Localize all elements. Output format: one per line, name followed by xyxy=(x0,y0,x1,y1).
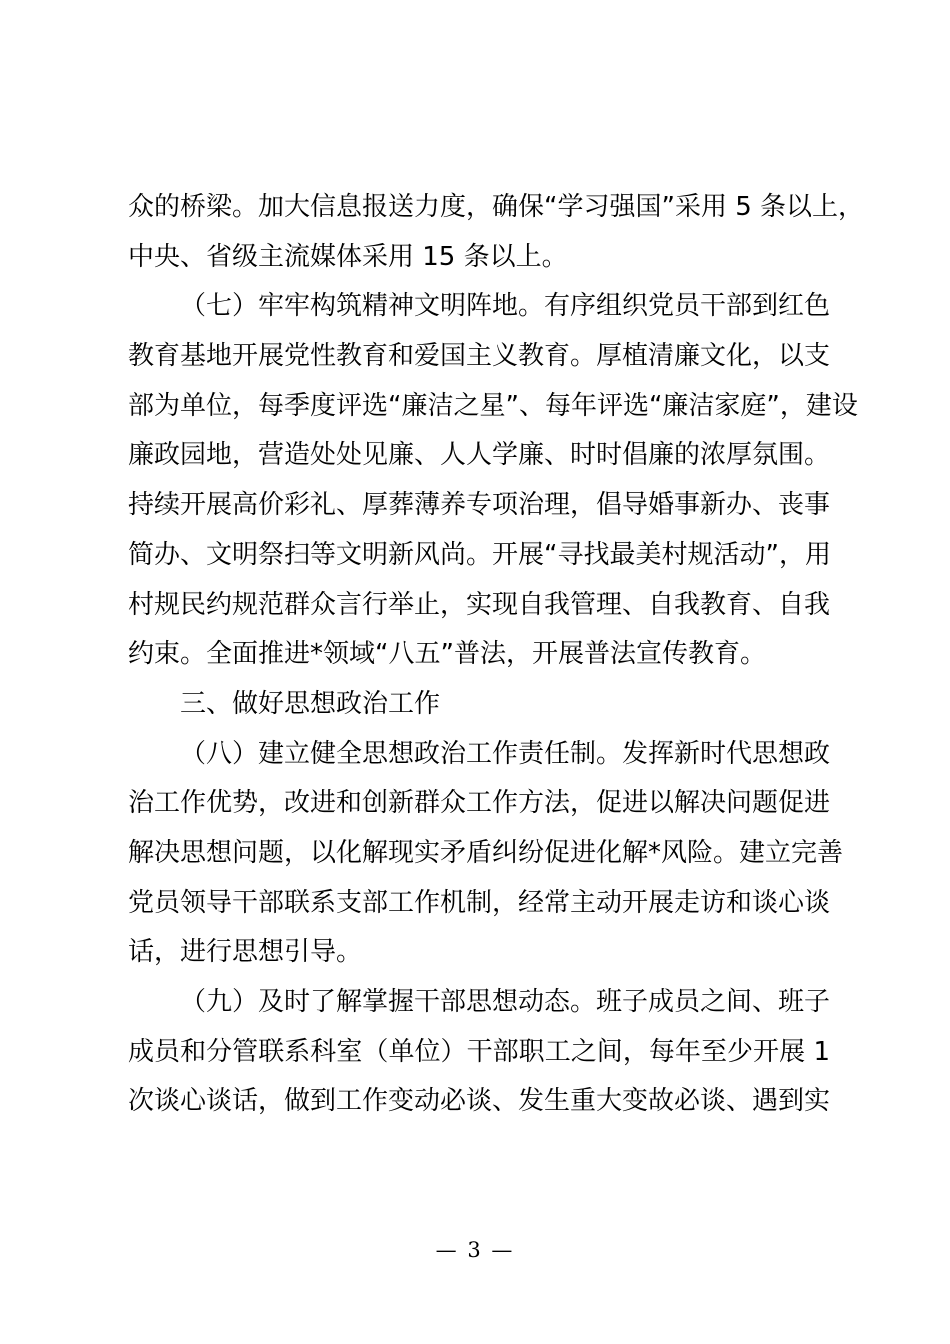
section-nine-start: （九）及时了解掌握干部思想动态。班子成员之间、班子 xyxy=(180,987,831,1017)
document-body xyxy=(128,183,865,1127)
text-line: 简办、文明祭扫等文明新风尚。开展“寻找最美村规活动”，用 xyxy=(128,539,831,570)
section-seven-start: （七）牢牢构筑精神文明阵地。有序组织党员干部到红色 xyxy=(180,291,831,322)
section-eight-start: （八）建立健全思想政治工作责任制。发挥新时代思想政 xyxy=(180,738,831,769)
text-line: 教育基地开展党性教育和爱国主义教育。厚植清廉文化，以支 xyxy=(128,341,831,372)
text-line: 持续开展高价彩礼、厚葬薄养专项治理，倡导婚事新办、丧事 xyxy=(128,490,831,521)
text-line: 村规民约规范群众言行举止，实现自我管理、自我教育、自我 xyxy=(128,589,831,620)
text-line: 党员领导干部联系支部工作机制，经常主动开展走访和谈心谈 xyxy=(128,887,831,918)
text-line: 解决思想问题，以化解现实矛盾纠纷促进化解*风险。建立完善 xyxy=(128,837,844,868)
text-line: 部为单位，每季度评选“廉洁之星”、每年评选“廉洁家庭”，建设 xyxy=(128,390,858,421)
text-line: 治工作优势，改进和创新群众工作方法，促进以解决问题促进 xyxy=(128,788,831,819)
text-line: 约束。全面推进*领域“八五”普法，开展普法宣传教育。 xyxy=(128,639,766,670)
text-line: 众的桥梁。加大信息报送力度，确保“学习强国”采用 5 条以上， xyxy=(128,192,865,222)
text-line: 话，进行思想引导。 xyxy=(128,937,363,968)
section-heading: 三、做好思想政治工作 xyxy=(180,688,441,719)
page-number: — 3 — xyxy=(435,1238,515,1262)
text-line: 廉政园地，营造处处见廉、人人学廉、时时倡廉的浓厚氛围。 xyxy=(128,440,831,471)
text-line: 中央、省级主流媒体采用 15 条以上。 xyxy=(128,241,568,272)
text-line: 次谈心谈话，做到工作变动必谈、发生重大变故必谈、遇到实 xyxy=(128,1086,831,1117)
text-line: 成员和分管联系科室（单位）干部职工之间，每年至少开展 1 xyxy=(128,1036,830,1067)
